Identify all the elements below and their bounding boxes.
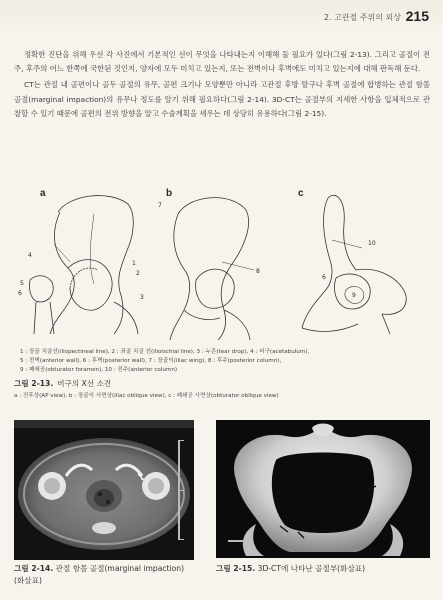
body-text (14, 48, 430, 123)
caption-title: 3D-CT에 나타난 골절부(화살표) (257, 564, 366, 573)
label-c-6: 6 (322, 274, 326, 281)
caption-title: 관절 함몰 골절(marginal impaction) (55, 564, 185, 573)
figure-2-15-caption (216, 563, 436, 575)
label-c-9: 9 (352, 292, 356, 299)
page-number: 215 (405, 8, 429, 24)
caption-label: 그림 2-14. (14, 564, 54, 573)
pelvis-line-drawings (10, 184, 434, 344)
label-b-8: 8 (256, 268, 260, 275)
caption-title: 비구의 X선 소견 (57, 379, 112, 388)
ct-scan-graphic (14, 420, 194, 560)
label-b-7: 7 (158, 202, 162, 209)
figure-2-13-legend (20, 348, 430, 375)
3d-pelvis-graphic (216, 420, 430, 558)
figure-2-15-3d-ct-image (216, 420, 430, 558)
caption-label: 그림 2-15. (216, 564, 256, 573)
caption-label: 그림 2-13. (14, 379, 54, 388)
panel-b-letter: b (166, 188, 173, 199)
legend-line: 5 : 전벽(anterior wall), 6 : 후벽(posterior wall), 7 : 장골익(iliac wing), 8 : 후주(posterior column), (20, 358, 282, 364)
figure-2-14-ct-image (14, 420, 194, 560)
label-c-10: 10 (368, 240, 376, 247)
figure-2-13-subcaption: a : 전후상(AP view), b : 장골익 사면상(iliac oblique view), c : 폐쇄공 사면상(obturator oblique view) (14, 393, 279, 399)
legend-line: 9 : 폐쇄공(obturator foramen), 10 : 전주(anterior column) (20, 367, 178, 373)
figure-2-14-caption (14, 563, 204, 587)
figure-2-13 (10, 184, 434, 354)
label-a-5: 5 (20, 280, 24, 287)
caption-note: (화살표) (14, 576, 42, 585)
panel-a-letter: a (40, 188, 46, 199)
running-head: 2. 고관절 주위의 외상 (323, 13, 401, 22)
label-a-4: 4 (28, 252, 32, 259)
panel-c-letter: c (298, 188, 304, 199)
label-a-1: 1 (132, 260, 136, 267)
label-a-3: 3 (140, 294, 144, 301)
figure-2-13-caption (14, 378, 111, 389)
label-a-2: 2 (136, 270, 140, 277)
paragraph-1: 정확한 진단을 위해 우선 각 사진에서 기본적인 선이 무엇을 나타내는지 이해해 둘 필요가 있다(그림 2-13). 그리고 골절이 전주, 후주의 어느 한쪽에 국한된 것인지, 양자에 모두 미치고 있는지, 또는 전벽이나 후벽에도 미치고 있는지에 대해 판독해 둔다. (14, 50, 430, 74)
label-a-6: 6 (18, 290, 22, 297)
legend-line: 1 : 장골 치골선(iliopectineal line), 2 : 좌골 치골 선(ilioischial line), 3 : 누흔(tear drop), 4 : 비구(acetabulum), (20, 349, 310, 355)
paragraph-2: CT는 관절 내 골편이나 골두 골절의 유무, 골편 크기나 모양뿐만 아니라 고관절 후방 탈구나 후벽 골절에 합병하는 관절 함몰 골절(marginal impaction)의 유무나 정도를 알기 위해 필요하다(그림 2-14). 3D-CT는 골절부의 지세한 사항을 입체적으로 관찰할 수 있기 때문에 골편의 전위 방향을 알고 수술계획을 세우는 데 상당히 유용하다(그림 2-15). (14, 80, 430, 118)
